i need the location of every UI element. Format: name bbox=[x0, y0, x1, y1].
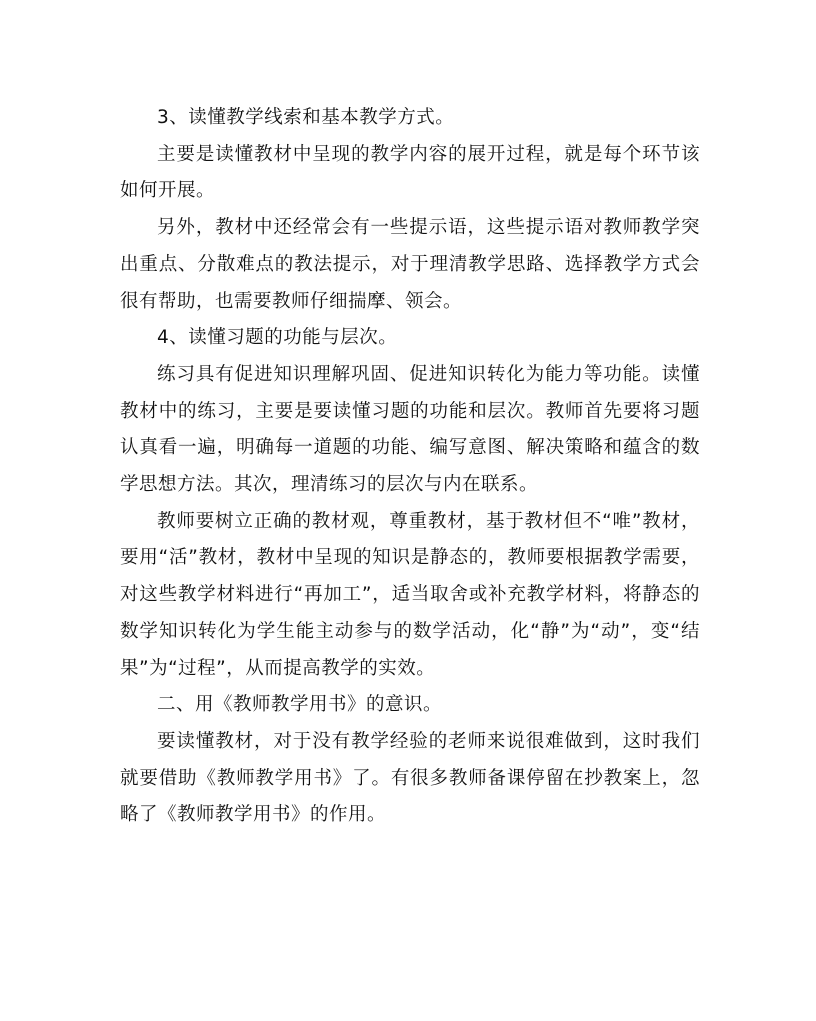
paragraph: 主要是读懂教材中呈现的教学内容的展开过程，就是每个环节该如何开展。 bbox=[120, 143, 700, 202]
section-heading-2: 二、用《教师教学用书》的意识。 bbox=[157, 694, 443, 716]
section-heading-4: 4、读懂习题的功能与层次。 bbox=[157, 327, 398, 349]
paragraph: 要读懂教材，对于没有教学经验的老师来说很难做到，这时我们就要借助《教师教学用书》了。有很多教师备课停留在抄教案上，忽略了《教师教学用书》的作用。 bbox=[120, 730, 700, 826]
paragraph: 另外，教材中还经常会有一些提示语，这些提示语对教师教学突出重点、分散难点的教法提示，对于理清教学思路、选择教学方式会很有帮助，也需要教师仔细揣摩、领会。 bbox=[120, 217, 700, 312]
paragraph: 教师要树立正确的教材观，尊重教材，基于教材但不“唯”教材，要用“活”教材，教材中呈现的知识是静态的，教师要根据教学需要，对这些教学材料进行“再加工”，适当取舍或补充教学材料，将静态的数学知识转化为学生能主动参与的数学活动，化“静”为“动”，变“结果”为“过程”，从而提高教学的实效。 bbox=[120, 510, 700, 679]
section-heading-3: 3、读懂教学线索和基本教学方式。 bbox=[157, 107, 455, 128]
document-body bbox=[120, 100, 700, 834]
paragraph: 练习具有促进知识理解巩固、促进知识转化为能力等功能。读懂教材中的练习，主要是要读懂习题的功能和层次。教师首先要将习题认真看一遍，明确每一道题的功能、编写意图、解决策略和蕴含的数学思想方法。其次，理清练习的层次与内在联系。 bbox=[120, 363, 700, 496]
